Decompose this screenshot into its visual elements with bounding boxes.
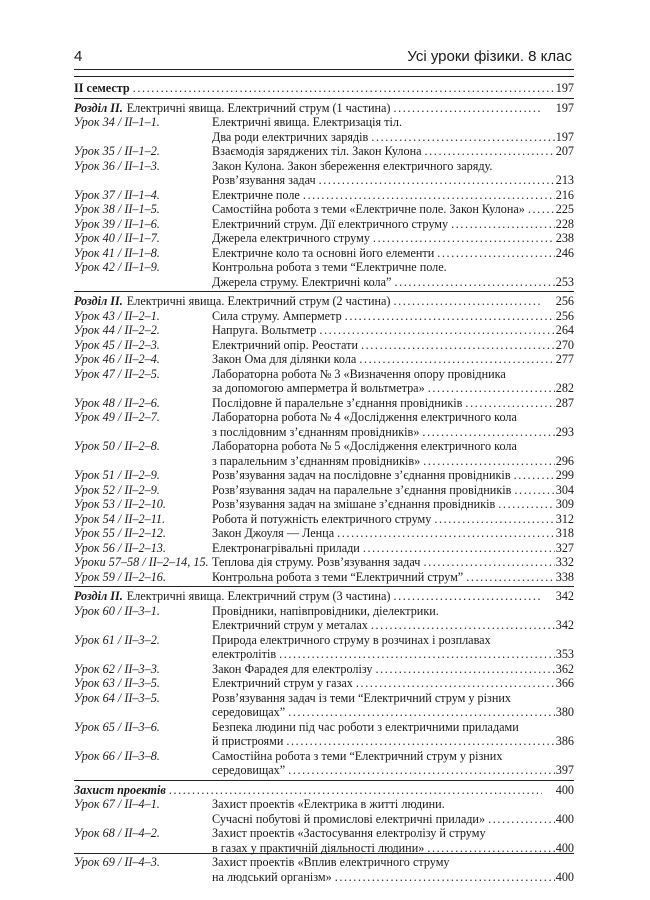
lesson-title-line: за допомогою амперметра й вольтметра»	[212, 381, 425, 395]
toc-line	[74, 101, 574, 116]
lesson-title-line: Розв’язування задач на паралельне з’єднання провідників	[212, 482, 512, 497]
book-title: Усі уроки фізики. 8 клас	[407, 48, 572, 65]
lesson-label: Урок 61 / II–3–2.	[74, 632, 160, 647]
page-ref: 362	[555, 661, 574, 676]
toc-lesson-entry[interactable]	[74, 352, 574, 367]
lesson-label: Урок 45 / II–2–3.	[74, 337, 160, 352]
toc-lesson-entry[interactable]	[74, 662, 574, 677]
page-ref: 213	[555, 173, 574, 187]
dot-leader	[130, 81, 555, 96]
lesson-label: Урок 50 / II–2–8.	[74, 439, 160, 453]
toc-line	[74, 783, 574, 798]
dot-leader	[424, 841, 554, 856]
page-ref: 282	[555, 381, 574, 395]
dot-leader	[525, 202, 555, 217]
toc-lesson-entry[interactable]	[74, 159, 574, 188]
lesson-title-line: Електричні явища. Електризація тіл.	[212, 115, 403, 129]
dot-leader	[434, 246, 554, 261]
toc-lesson-entry[interactable]	[74, 396, 574, 411]
lesson-title-line: Провідники, напівпровідники, діелектрики.	[212, 603, 439, 618]
section-label: Розділ II.	[74, 294, 123, 308]
dot-leader	[356, 352, 554, 367]
section-title: Електричні явища. Електричний струм (1 частина)	[126, 100, 391, 115]
toc-lesson-entry[interactable]	[74, 826, 574, 855]
lesson-label: Урок 46 / II–2–4.	[74, 352, 160, 366]
dot-leader	[368, 618, 555, 633]
lesson-title-line: електролітів	[212, 647, 277, 661]
page-ref: 332	[555, 555, 574, 569]
page-ref: 312	[555, 511, 574, 526]
toc-lesson-entry[interactable]	[74, 749, 574, 778]
dot-leader	[370, 231, 555, 246]
header-rule	[74, 69, 574, 70]
toc-line	[74, 381, 574, 396]
page-number: 4	[74, 48, 83, 65]
toc-lesson-entry[interactable]	[74, 797, 574, 826]
toc-entries	[74, 77, 574, 884]
toc-lesson-entry[interactable]	[74, 144, 574, 159]
toc-line	[74, 618, 574, 633]
dot-leader	[390, 589, 541, 604]
dot-leader	[462, 396, 554, 411]
lesson-label: Урок 35 / II–1–2.	[74, 144, 160, 158]
dot-leader	[485, 812, 555, 827]
dot-leader	[316, 323, 554, 338]
lesson-title-line: Закон Джоуля — Ленца	[212, 526, 335, 540]
lesson-label: Урок 67 / II–4–1.	[74, 797, 160, 811]
page-ref: 366	[555, 676, 574, 690]
page-ref: 246	[555, 245, 574, 260]
lesson-title-line: Електричний струм. Дії електричного струму	[212, 216, 449, 231]
toc-lesson-entry[interactable]	[74, 512, 574, 527]
lesson-label: Урок 49 / II–2–7.	[74, 410, 160, 424]
page-ref: 299	[555, 468, 574, 482]
lesson-label: Урок 68 / II–4–2.	[74, 826, 160, 840]
toc-lesson-entry[interactable]	[74, 497, 574, 512]
dot-leader	[332, 870, 555, 885]
dot-leader	[419, 425, 554, 440]
toc-section-entry[interactable]	[74, 586, 574, 604]
dot-leader	[360, 541, 555, 556]
lesson-title-line: Закон Ома для ділянки кола	[212, 352, 357, 366]
toc-line	[74, 130, 574, 145]
lesson-title-line: Закон Фарадея для електролізу	[212, 661, 373, 676]
lesson-title-line: Електричний опір. Реостати	[212, 337, 358, 352]
dot-leader	[316, 173, 555, 188]
lesson-title-line: Контрольна робота з теми “Електричний струм”	[212, 569, 464, 584]
lesson-label: Урок 52 / II–2–9.	[74, 482, 160, 497]
dot-leader	[391, 275, 554, 290]
toc-lesson-entry[interactable]	[74, 246, 574, 261]
toc-line	[74, 870, 574, 885]
toc-lesson-entry[interactable]	[74, 483, 574, 498]
page-ref: 342	[555, 618, 574, 632]
lesson-label: Урок 54 / II–2–11.	[74, 511, 166, 526]
toc-lesson-entry[interactable]	[74, 855, 574, 884]
toc-semester-entry[interactable]	[74, 81, 574, 96]
lesson-label: Урок 42 / II–1–9.	[74, 260, 160, 274]
page-ref: 225	[555, 202, 574, 216]
lesson-label: Урок 69 / II–4–3.	[74, 855, 160, 869]
dot-leader	[342, 309, 555, 324]
lesson-title-line: Лабораторна робота № 5 «Дослідження електричного кола	[212, 439, 517, 453]
toc-line	[74, 705, 574, 720]
lesson-label: Урок 41 / II–1–8.	[74, 245, 160, 260]
toc-lesson-entry[interactable]	[74, 367, 574, 396]
lesson-label: Урок 59 / II–2–16.	[74, 569, 166, 584]
page-ref: 238	[555, 231, 574, 245]
lesson-label: Урок 40 / II–1–7.	[74, 231, 160, 245]
lesson-label: Урок 43 / II–2–1.	[74, 308, 160, 323]
toc-lesson-entry[interactable]	[74, 633, 574, 662]
lesson-title-line: в газах у практичній діяльності людини»	[212, 840, 425, 855]
toc-lesson-entry[interactable]	[74, 720, 574, 749]
lesson-label: Урок 55 / II–2–12.	[74, 526, 166, 540]
lesson-label: Урок 34 / II–1–1.	[74, 115, 160, 129]
lesson-title-line: Розв’язування задач на змішане з’єднання провідників	[212, 497, 496, 511]
toc-section-entry[interactable]	[74, 780, 574, 798]
dot-leader	[276, 647, 555, 662]
dot-leader	[300, 188, 555, 203]
dot-leader	[285, 705, 555, 720]
dot-leader	[283, 734, 554, 749]
page-ref: 293	[555, 424, 574, 439]
page-ref: 256	[555, 294, 574, 308]
lesson-title-line: Контрольна робота з теми “Електричне поле.	[212, 260, 447, 274]
page-ref: 264	[555, 323, 574, 337]
lesson-title-line: Електричний струм у металах	[212, 618, 368, 632]
toc-lesson-entry[interactable]	[74, 526, 574, 541]
toc-line	[74, 841, 574, 856]
toc-line	[74, 81, 574, 96]
toc-line	[74, 294, 574, 309]
toc-lesson-entry[interactable]	[74, 217, 574, 232]
lesson-title-line: Лабораторна робота № 4 «Дослідження електричного кола	[212, 410, 517, 424]
lesson-label: Урок 38 / II–1–5.	[74, 202, 160, 216]
page-ref: 400	[555, 840, 574, 855]
dot-leader	[495, 497, 554, 512]
page-ref: 338	[555, 569, 574, 584]
page-ref: 400	[555, 869, 574, 884]
page-ref: 287	[555, 395, 574, 410]
dot-leader	[358, 338, 555, 353]
page-ref: 304	[555, 482, 574, 497]
lesson-title-line: Джерела струму. Електричні кола”	[212, 274, 392, 289]
toc-line	[74, 734, 574, 749]
toc-lesson-entry[interactable]	[74, 309, 574, 324]
toc-lesson-entry[interactable]	[74, 410, 574, 439]
toc-lesson-entry[interactable]	[74, 676, 574, 691]
lesson-title-line: Захист проектів «Електрика в житті людини.	[212, 797, 445, 811]
lesson-label: Урок 56 / II–2–13.	[74, 540, 166, 555]
dot-leader	[431, 512, 554, 527]
toc-lesson-entry[interactable]	[74, 260, 574, 289]
lesson-label: Урок 44 / II–2–2.	[74, 323, 160, 337]
lesson-title-line: з послідовним з’єднанням провідників»	[212, 424, 420, 439]
dot-leader	[334, 526, 555, 541]
toc-line	[74, 173, 574, 188]
lesson-label: Урок 66 / II–3–8.	[74, 748, 160, 763]
page-ref: 228	[555, 216, 574, 231]
lesson-label: Урок 64 / II–3–5.	[74, 690, 160, 705]
lesson-title-line: Сила струму. Амперметр	[212, 308, 342, 323]
section-label: Розділ II.	[74, 100, 123, 115]
lesson-label: Урок 36 / II–1–3.	[74, 158, 160, 173]
lesson-label: Урок 39 / II–1–6.	[74, 216, 160, 231]
page-ref: 216	[555, 187, 574, 202]
toc-lesson-entry[interactable]	[74, 604, 574, 633]
toc-line	[74, 812, 574, 827]
toc-lesson-entry[interactable]	[74, 439, 574, 468]
lesson-title-line: з паралельним з’єднанням провідників»	[212, 453, 421, 468]
page-ref: 400	[555, 782, 574, 797]
running-head	[74, 44, 574, 70]
lesson-title-line: Сучасні побутові й промислові електричні прилади»	[212, 811, 486, 826]
dot-leader	[463, 570, 555, 585]
dot-leader	[373, 662, 555, 677]
toc-lesson-entry[interactable]	[74, 541, 574, 556]
page-ref: 318	[555, 526, 574, 540]
page-ref: 386	[555, 734, 574, 748]
toc-lesson-entry[interactable]	[74, 202, 574, 217]
lesson-title-line: Розв’язування задач на послідовне з’єднання провідників	[212, 468, 511, 482]
page-ref: 277	[555, 352, 574, 366]
toc-line	[74, 763, 574, 778]
page-ref: 270	[555, 337, 574, 352]
page-ref: 197	[555, 100, 574, 115]
lesson-title-line: Природа електричного струму в розчинах і розплавах	[212, 632, 491, 647]
dot-leader	[353, 676, 555, 691]
section-title: Електричні явища. Електричний струм (2 частина)	[126, 294, 391, 308]
lesson-title-line: Електричне коло та основні його елементи	[212, 245, 435, 260]
toc-lesson-entry[interactable]	[74, 555, 574, 570]
page-ref: 400	[555, 811, 574, 826]
section-title: Електричні явища. Електричний струм (3 частина)	[126, 589, 391, 603]
lesson-label: Урок 47 / II–2–5.	[74, 366, 160, 381]
toc-lesson-entry[interactable]	[74, 115, 574, 144]
dot-leader	[166, 783, 542, 798]
dot-leader	[420, 454, 554, 469]
page-ref: 296	[555, 453, 574, 468]
page-ref: 197	[555, 81, 574, 95]
lesson-title-line: Робота й потужність електричного струму	[212, 511, 432, 526]
toc-lesson-entry[interactable]	[74, 468, 574, 483]
section-label: Захист проектів	[74, 782, 166, 797]
lesson-title-line: Розв’язування задач із теми “Електричний струм у різних	[212, 690, 511, 705]
toc-line	[74, 647, 574, 662]
dot-leader	[285, 763, 555, 778]
lesson-title-line: Електронагрівальні прилади	[212, 540, 360, 555]
lesson-title-line: Електричне поле	[212, 187, 300, 202]
lesson-title-line: й пристроями	[212, 734, 284, 748]
toc-lesson-entry[interactable]	[74, 231, 574, 246]
lesson-title-line: Взаємодія заряджених тіл. Закон Кулона	[212, 144, 422, 158]
page-ref: 207	[555, 144, 574, 158]
lesson-title-line: Розв’язування задач	[212, 173, 316, 187]
dot-leader	[511, 483, 554, 498]
page-ref: 327	[555, 540, 574, 555]
toc-lesson-entry[interactable]	[74, 323, 574, 338]
lesson-label: Урок 48 / II–2–6.	[74, 395, 160, 410]
toc-section-entry[interactable]	[74, 98, 574, 116]
dot-leader	[511, 468, 555, 483]
toc-lesson-entry[interactable]	[74, 691, 574, 720]
dot-leader	[448, 217, 555, 232]
dot-leader	[425, 381, 555, 396]
page-ref: 353	[555, 647, 574, 661]
lesson-label: Урок 62 / II–3–3.	[74, 661, 160, 676]
page-ref: 380	[555, 705, 574, 719]
toc-section-entry[interactable]	[74, 291, 574, 309]
toc-line	[74, 454, 574, 469]
lesson-label: Урок 37 / II–1–4.	[74, 187, 160, 202]
lesson-title-line: Закон Кулона. Закон збереження електричного заряду.	[212, 158, 493, 173]
lesson-label: Урок 51 / II–2–9.	[74, 468, 160, 482]
lesson-title-line: Джерела електричного струму	[212, 231, 370, 245]
lesson-title-line: Лабораторна робота № 3 «Визначення опору провідника	[212, 366, 506, 381]
toc-lesson-entry[interactable]	[74, 570, 574, 585]
lesson-label: Урок 60 / II–3–1.	[74, 603, 160, 618]
page-ref: 309	[555, 497, 574, 511]
lesson-label: Урок 63 / II–3–5.	[74, 676, 160, 690]
dot-leader	[420, 555, 554, 570]
toc-line	[74, 425, 574, 440]
semester-title: II семестр	[74, 81, 130, 95]
page-ref: 253	[555, 274, 574, 289]
lesson-title-line: на людський організм»	[212, 869, 332, 884]
lesson-title-line: Електричний струм у газах	[212, 676, 353, 690]
toc-line	[74, 589, 574, 604]
lesson-title-line: середовищах”	[212, 763, 286, 777]
page-ref: 342	[555, 589, 574, 603]
lesson-title-line: Теплова дія струму. Розв’язування задач	[212, 555, 421, 569]
toc-lesson-entry[interactable]	[74, 188, 574, 203]
table-of-contents	[74, 76, 574, 884]
lesson-label: Урок 53 / II–2–10.	[74, 497, 166, 511]
page-ref: 397	[555, 763, 574, 777]
lesson-title-line: Послідовне й паралельне з’єднання провідників	[212, 395, 463, 410]
section-label: Розділ II.	[74, 589, 123, 603]
lesson-label: Уроки 57–58 / II–2–14, 15.	[74, 555, 209, 569]
page-ref: 256	[555, 308, 574, 323]
lesson-label: Урок 65 / II–3–6.	[74, 719, 160, 734]
lesson-title-line: Напруга. Вольтметр	[212, 323, 317, 337]
dot-leader	[390, 101, 541, 116]
lesson-title-line: Безпека людини під час роботи з електричними приладами	[212, 719, 519, 734]
dot-leader	[368, 130, 554, 145]
toc-line	[74, 275, 574, 290]
lesson-title-line: Захист проектів «Вплив електричного струму	[212, 855, 450, 869]
dot-leader	[422, 144, 555, 159]
lesson-title-line: Самостійна робота з теми “Електричний струм у різних	[212, 748, 503, 763]
lesson-title-line: Самостійна робота з теми «Електричне поле. Закон Кулона»	[212, 202, 525, 216]
lesson-title-line: Захист проектів «Застосування електролізу й струму	[212, 826, 486, 840]
lesson-title-line: Два роди електричних зарядів	[212, 129, 369, 144]
page-ref: 197	[555, 129, 574, 144]
lesson-title-line: середовищах”	[212, 705, 286, 719]
toc-lesson-entry[interactable]	[74, 338, 574, 353]
dot-leader	[390, 294, 541, 309]
